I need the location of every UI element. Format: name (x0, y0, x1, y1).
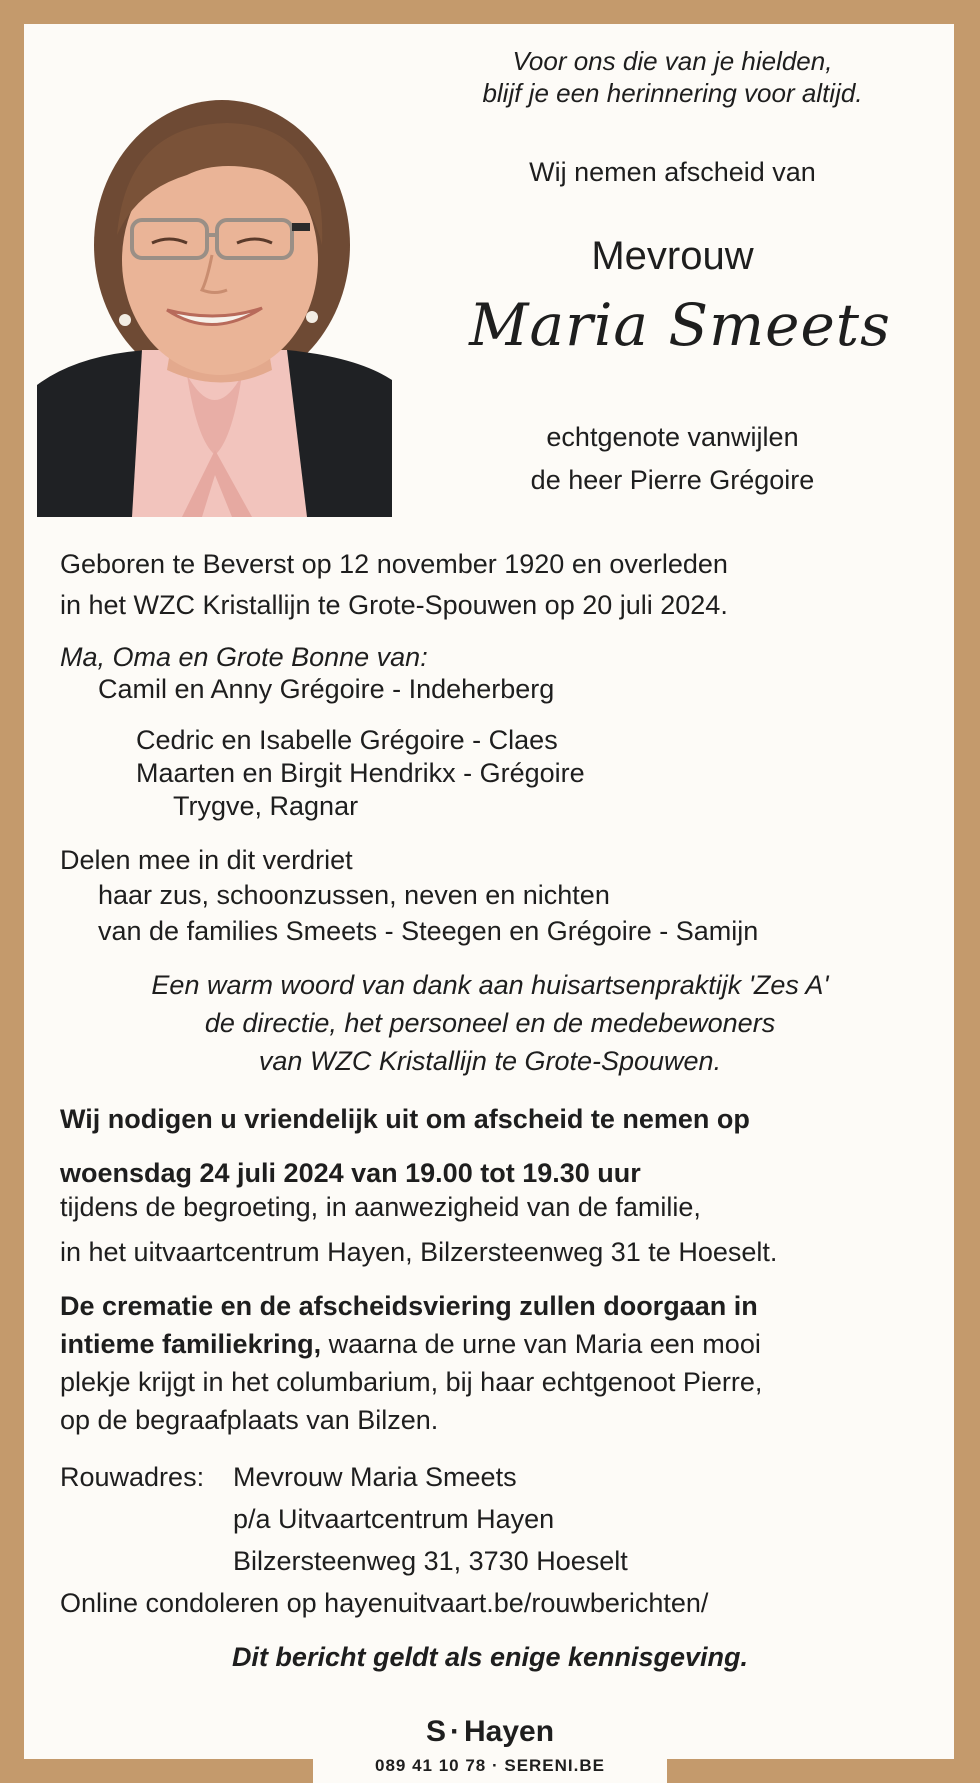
sharing-line-1: haar zus, schoonzussen, neven en nichten (98, 880, 610, 910)
family-great-grandchildren: Trygve, Ragnar (173, 791, 359, 821)
invitation-date: woensdag 24 juli 2024 van 19.00 tot 19.30 uur (60, 1158, 641, 1188)
address-line-2: p/a Uitvaartcentrum Hayen (233, 1504, 555, 1534)
sharing-line-2: van de families Smeets - Steegen en Grégoire - Samijn (98, 916, 759, 946)
logo-dot-icon: · (449, 1715, 460, 1748)
family-heading: Ma, Oma en Grote Bonne van: (60, 642, 428, 672)
intro-text: Wij nemen afscheid van (529, 157, 816, 187)
thanks-line-3: van WZC Kristallijn te Grote-Spouwen. (258, 1046, 722, 1076)
logo-s-mark: S (425, 1715, 446, 1748)
birth-line-2: in het WZC Kristallijn te Grote-Spouwen op 20 juli 2024. (60, 590, 728, 620)
thanks-line-2: de directie, het personeel en de medebewoners (204, 1008, 776, 1038)
quote-line-2: blijf je een herinnering voor altijd. (482, 78, 863, 108)
logo-brand: Hayen (463, 1715, 555, 1748)
invitation-heading: Wij nodigen u vriendelijk uit om afscheid te nemen op (60, 1104, 750, 1134)
cremation-rest-phrase: waarna de urne van Maria een mooi (321, 1329, 761, 1359)
spouse-line-2: de heer Pierre Grégoire (530, 465, 815, 495)
cremation-line-2 (60, 1327, 761, 1361)
birth-line-1: Geboren te Beverst op 12 november 1920 en overleden (60, 549, 728, 579)
quote-line-1: Voor ons die van je hielden, (512, 46, 833, 76)
funeral-home-logo (313, 1712, 667, 1752)
family-children: Camil en Anny Grégoire - Indeherberg (98, 674, 555, 704)
cremation-bold-phrase: intieme familiekring, (60, 1329, 322, 1359)
address-line-3: Bilzersteenweg 31, 3730 Hoeselt (233, 1546, 628, 1576)
deceased-name: Maria Smeets (469, 291, 891, 359)
thanks-line-1: Een warm woord van dank aan huisartsenpraktijk 'Zes A' (151, 970, 829, 1000)
cremation-line-4: op de begraafplaats van Bilzen. (60, 1405, 439, 1435)
online-condolence-link[interactable]: Online condoleren op hayenuitvaart.be/rouwberichten/ (60, 1588, 709, 1618)
family-grandchild-1: Cedric en Isabelle Grégoire - Claes (136, 725, 558, 755)
title-honorific: Mevrouw (591, 234, 754, 278)
spouse-line-1: echtgenote vanwijlen (546, 422, 799, 452)
address-label: Rouwadres: (60, 1462, 205, 1492)
sharing-heading: Delen mee in dit verdriet (60, 845, 353, 875)
invitation-line-4: in het uitvaartcentrum Hayen, Bilzersteenweg 31 te Hoeselt. (60, 1237, 778, 1267)
cremation-line-1: De crematie en de afscheidsviering zullen doorgaan in (60, 1291, 758, 1321)
address-line-1: Mevrouw Maria Smeets (233, 1462, 517, 1492)
logo-contact: 089 41 10 78 · SERENI.BE (374, 1756, 605, 1775)
invitation-line-3: tijdens de begroeting, in aanwezigheid van de familie, (60, 1192, 701, 1222)
cremation-line-3: plekje krijgt in het columbarium, bij haar echtgenoot Pierre, (60, 1367, 763, 1397)
family-grandchild-2: Maarten en Birgit Hendrikx - Grégoire (136, 758, 585, 788)
portrait-photo (37, 95, 392, 517)
portrait-illustration (37, 95, 392, 517)
notice-text: Dit bericht geldt als enige kennisgeving. (231, 1642, 749, 1672)
